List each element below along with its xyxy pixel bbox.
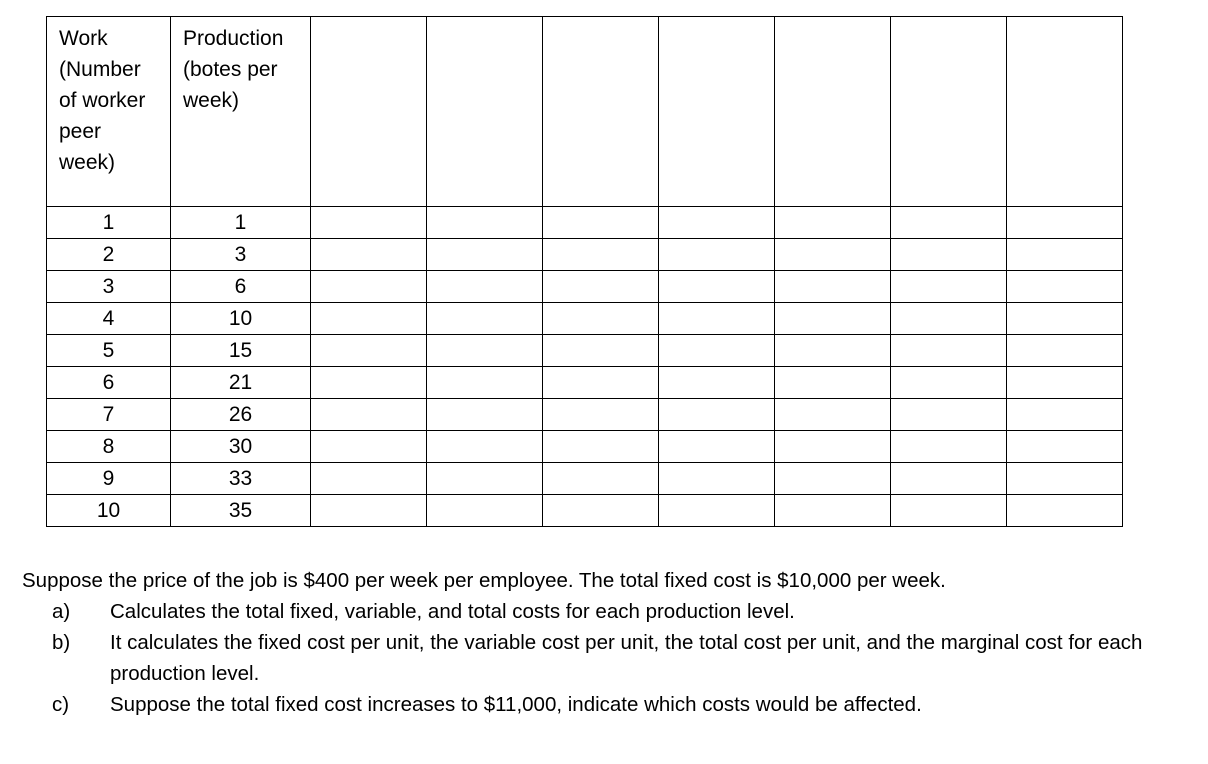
- empty-cell: [543, 335, 659, 367]
- question-item-c: [22, 689, 1192, 720]
- work-cell: 8: [47, 431, 171, 463]
- header-empty-cell: [891, 17, 1007, 207]
- question-item-a: [22, 596, 1192, 627]
- production-cell: 21: [171, 367, 311, 399]
- production-cell: 33: [171, 463, 311, 495]
- data-table: [46, 16, 1123, 527]
- question-marker: b): [52, 631, 71, 654]
- work-cell: 5: [47, 335, 171, 367]
- empty-cell: [659, 271, 775, 303]
- question-text: Calculates the total fixed, variable, and total costs for each production level.: [110, 600, 795, 623]
- empty-cell: [775, 335, 891, 367]
- table-row: [47, 431, 1123, 463]
- header-empty-cell: [1007, 17, 1123, 207]
- header-empty-cell: [427, 17, 543, 207]
- empty-cell: [311, 271, 427, 303]
- empty-cell: [1007, 335, 1123, 367]
- empty-cell: [659, 399, 775, 431]
- empty-cell: [311, 431, 427, 463]
- empty-cell: [775, 367, 891, 399]
- empty-cell: [659, 431, 775, 463]
- header-work-cell: [47, 17, 171, 207]
- header-row: [47, 17, 1123, 207]
- empty-cell: [543, 271, 659, 303]
- empty-cell: [891, 367, 1007, 399]
- empty-cell: [427, 399, 543, 431]
- table-row: [47, 207, 1123, 239]
- work-cell: 10: [47, 495, 171, 527]
- empty-cell: [1007, 399, 1123, 431]
- production-cell: 6: [171, 271, 311, 303]
- header-empty-cell: [659, 17, 775, 207]
- production-cell: 3: [171, 239, 311, 271]
- question-marker: c): [52, 693, 70, 716]
- empty-cell: [427, 239, 543, 271]
- empty-cell: [543, 431, 659, 463]
- table-row: [47, 239, 1123, 271]
- production-cell: 15: [171, 335, 311, 367]
- header-empty-cell: [775, 17, 891, 207]
- empty-cell: [891, 335, 1007, 367]
- empty-cell: [891, 495, 1007, 527]
- empty-cell: [1007, 271, 1123, 303]
- empty-cell: [659, 463, 775, 495]
- empty-cell: [311, 463, 427, 495]
- empty-cell: [891, 207, 1007, 239]
- table-row: [47, 399, 1123, 431]
- question-intro: Suppose the price of the job is $400 per week per employee. The total fixed cost is $10,000 per week.: [22, 569, 946, 592]
- header-production-cell: [171, 17, 311, 207]
- empty-cell: [659, 207, 775, 239]
- empty-cell: [1007, 207, 1123, 239]
- header-work: Work (Number of worker peer week): [59, 27, 146, 174]
- empty-cell: [543, 239, 659, 271]
- work-cell: 6: [47, 367, 171, 399]
- empty-cell: [775, 271, 891, 303]
- table-row: [47, 303, 1123, 335]
- header-production: Production (botes per week): [183, 27, 284, 112]
- empty-cell: [543, 399, 659, 431]
- table-row: [47, 367, 1123, 399]
- work-cell: 3: [47, 271, 171, 303]
- empty-cell: [891, 463, 1007, 495]
- empty-cell: [427, 303, 543, 335]
- empty-cell: [543, 495, 659, 527]
- empty-cell: [311, 495, 427, 527]
- empty-cell: [311, 399, 427, 431]
- empty-cell: [775, 431, 891, 463]
- empty-cell: [543, 207, 659, 239]
- empty-cell: [427, 335, 543, 367]
- header-empty-cell: [311, 17, 427, 207]
- empty-cell: [1007, 463, 1123, 495]
- work-cell: 1: [47, 207, 171, 239]
- empty-cell: [427, 271, 543, 303]
- empty-cell: [1007, 303, 1123, 335]
- empty-cell: [427, 463, 543, 495]
- empty-cell: [775, 399, 891, 431]
- table-row: [47, 335, 1123, 367]
- empty-cell: [427, 495, 543, 527]
- empty-cell: [775, 463, 891, 495]
- empty-cell: [891, 271, 1007, 303]
- empty-cell: [543, 367, 659, 399]
- empty-cell: [891, 239, 1007, 271]
- empty-cell: [775, 303, 891, 335]
- production-cell: 10: [171, 303, 311, 335]
- table-row: [47, 463, 1123, 495]
- work-cell: 7: [47, 399, 171, 431]
- production-cell: 1: [171, 207, 311, 239]
- empty-cell: [1007, 239, 1123, 271]
- table-row: [47, 495, 1123, 527]
- table-row: [47, 271, 1123, 303]
- work-cell: 2: [47, 239, 171, 271]
- empty-cell: [659, 303, 775, 335]
- empty-cell: [659, 495, 775, 527]
- empty-cell: [543, 463, 659, 495]
- empty-cell: [891, 399, 1007, 431]
- production-cell: 35: [171, 495, 311, 527]
- empty-cell: [659, 239, 775, 271]
- empty-cell: [775, 207, 891, 239]
- production-cell: 30: [171, 431, 311, 463]
- work-cell: 4: [47, 303, 171, 335]
- empty-cell: [659, 335, 775, 367]
- question-text: Suppose the total fixed cost increases to $11,000, indicate which costs would be affected.: [110, 693, 922, 716]
- empty-cell: [891, 431, 1007, 463]
- empty-cell: [1007, 367, 1123, 399]
- empty-cell: [659, 367, 775, 399]
- question-item-b: [22, 627, 1192, 689]
- empty-cell: [311, 207, 427, 239]
- question-text: It calculates the fixed cost per unit, the variable cost per unit, the total cost per unit, and the marginal cost for each production level.: [110, 631, 1143, 685]
- header-empty-cell: [543, 17, 659, 207]
- empty-cell: [775, 495, 891, 527]
- question-marker: a): [52, 600, 71, 623]
- empty-cell: [427, 207, 543, 239]
- empty-cell: [427, 367, 543, 399]
- empty-cell: [543, 303, 659, 335]
- work-cell: 9: [47, 463, 171, 495]
- empty-cell: [311, 367, 427, 399]
- empty-cell: [311, 303, 427, 335]
- empty-cell: [1007, 431, 1123, 463]
- empty-cell: [311, 239, 427, 271]
- empty-cell: [427, 431, 543, 463]
- empty-cell: [311, 335, 427, 367]
- empty-cell: [891, 303, 1007, 335]
- production-cell: 26: [171, 399, 311, 431]
- empty-cell: [1007, 495, 1123, 527]
- question-block: [22, 565, 1192, 720]
- empty-cell: [775, 239, 891, 271]
